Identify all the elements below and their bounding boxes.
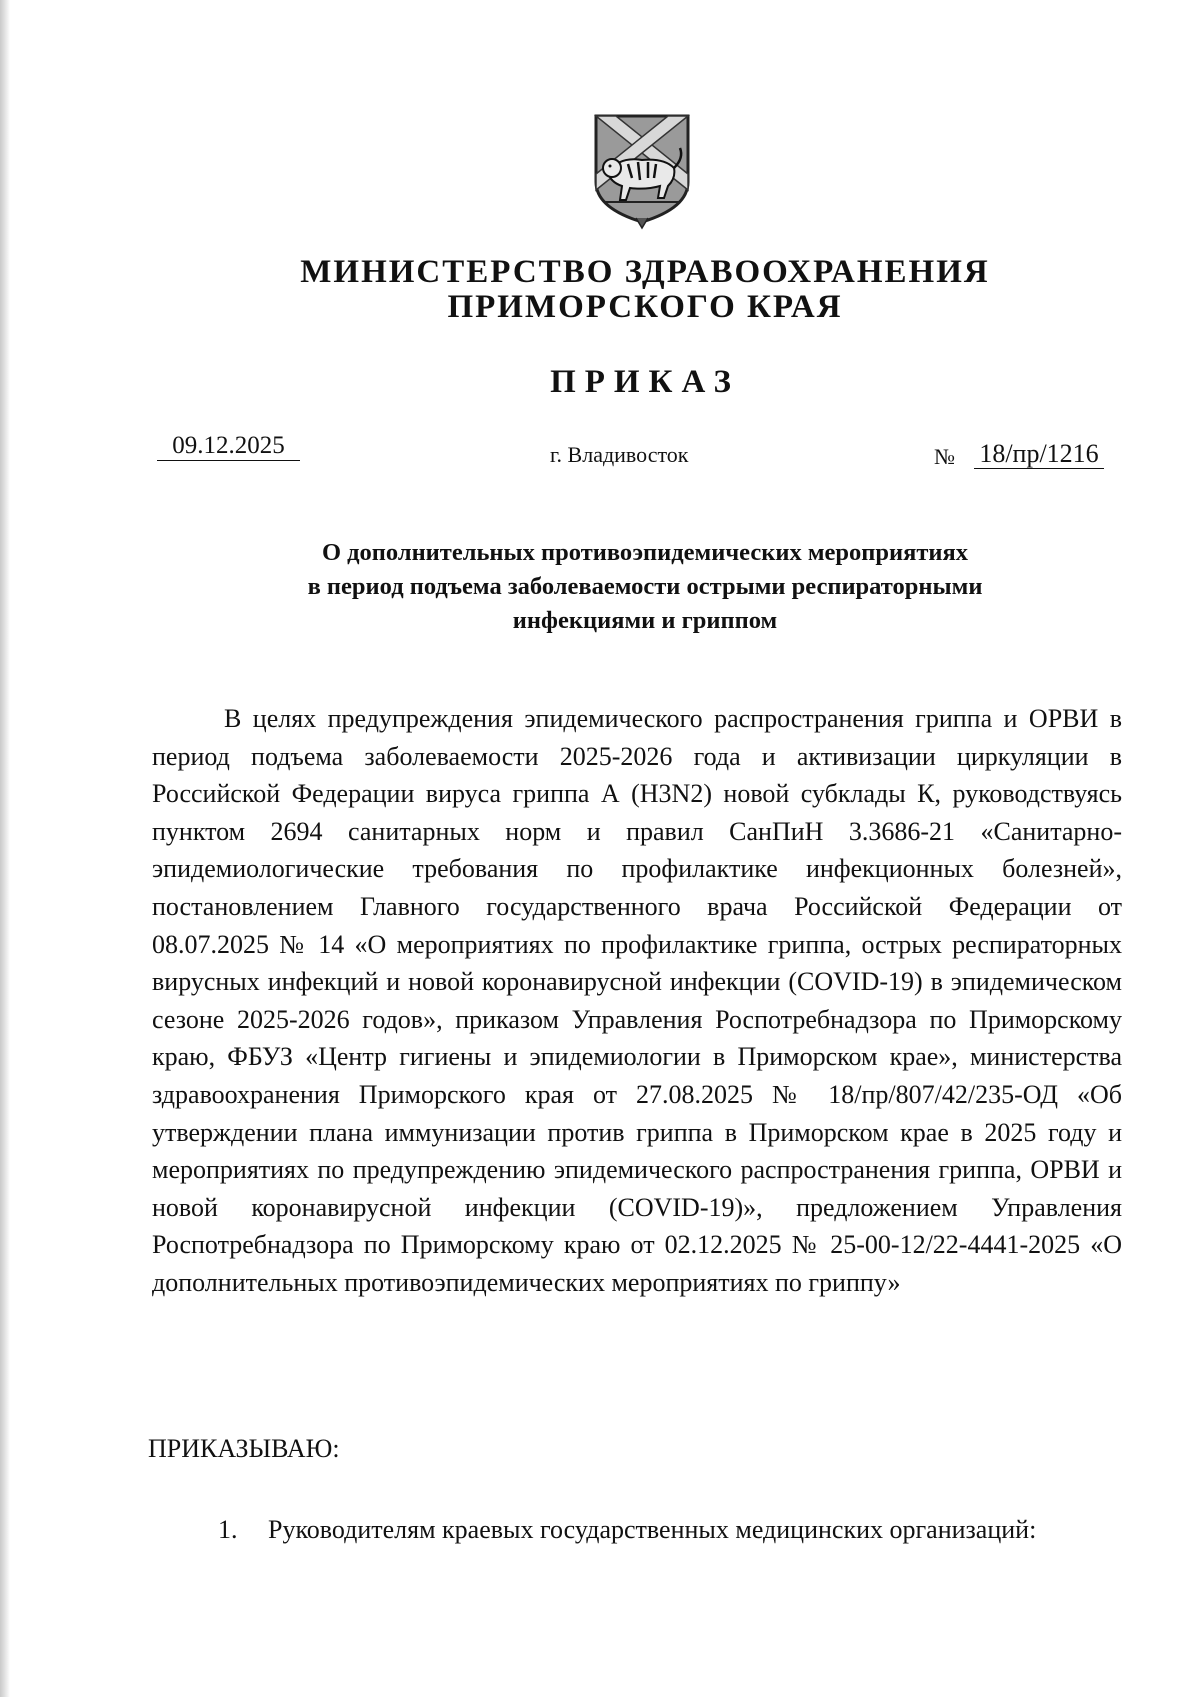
coat-of-arms-icon: [590, 112, 694, 230]
list-item-number: 1.: [218, 1515, 238, 1544]
number-sign: №: [934, 444, 955, 469]
ministry-line-1: МИНИСТЕРСТВО ЗДРАВООХРАНЕНИЯ: [300, 254, 990, 290]
subject-line-1: О дополнительных противоэпидемических мероприятиях: [321, 539, 969, 566]
list-item-text: Руководителям краевых государственных медицинских организаций:: [268, 1515, 1037, 1544]
list-item: [218, 1515, 1036, 1545]
order-number: 18/пр/1216: [974, 440, 1104, 469]
ministry-line-2: ПРИМОРСКОГО КРАЯ: [447, 289, 843, 325]
order-city: г. Владивосток: [550, 442, 689, 467]
document-type-title: ПРИКАЗ: [550, 364, 740, 400]
preamble-paragraph: В целях предупреждения эпидемического распространения гриппа и ОРВИ в период подъема заболеваемости 2025-2026 года и активизации циркуляции в Российской Федерации вируса гриппа А (H3N2) новой субклады К, руководствуясь пунктом 2694 санитарных норм и правил СанПиН 3.3686-21 «Санитарно-эпидемиологические требования по профилактике инфекционных болезней», постановлением Главного государственного врача Российской Федерации от 08.07.2025 № 14 «О мероприятиях по профилактике гриппа, острых респираторных вирусных инфекций и новой коронавирусной инфекции (COVID-19) в эпидемическом сезоне 2025-2026 годов», приказом Управления Роспотребнадзора по Приморскому краю, ФБУЗ «Центр гигиены и эпидемиологии в Приморском крае», министерства здравоохранения Приморского края от 27.08.2025 № 18/пр/807/42/235-ОД «Об утверждении плана иммунизации против гриппа в Приморском крае в 2025 году и мероприятиях по предупреждению эпидемического распространения гриппа, ОРВИ и новой коронавирусной инфекции (COVID-19)», предложением Управления Роспотребнадзора по Приморскому краю от 02.12.2025 № 25-00-12/22-4441-2025 «О дополнительных противоэпидемических мероприятиях по гриппу»: [152, 704, 1122, 1297]
subject-line-2: в период подъема заболеваемости острыми респираторными: [307, 573, 983, 600]
order-word: ПРИКАЗЫВАЮ:: [148, 1434, 340, 1463]
order-date: 09.12.2025: [157, 432, 300, 461]
order-subject: [0, 536, 1200, 638]
subject-line-3: инфекциями и гриппом: [512, 607, 778, 634]
ministry-name: [0, 255, 1200, 325]
